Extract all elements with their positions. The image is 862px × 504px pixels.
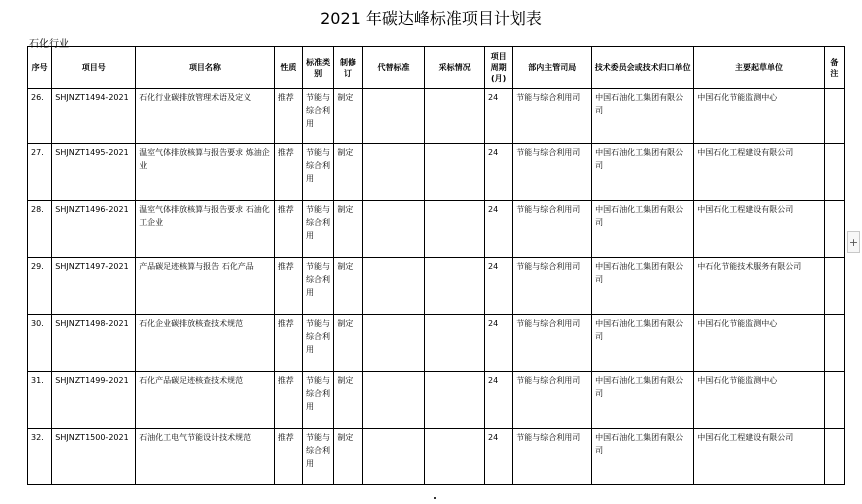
cell-adopted [425, 258, 485, 315]
cell-seq: 32. [28, 429, 52, 485]
header-std-type: 标准类别 [303, 47, 334, 89]
cell-nature: 推荐 [274, 144, 302, 201]
cell-drafter: 中国石化节能监测中心 [694, 372, 824, 429]
cell-drafter: 中国石化工程建设有限公司 [694, 144, 824, 201]
cell-revision: 制定 [334, 372, 362, 429]
cell-committee: 中国石油化工集团有限公司 [592, 429, 694, 485]
cell-committee: 中国石油化工集团有限公司 [592, 258, 694, 315]
cell-revision: 制定 [334, 315, 362, 372]
cell-seq: 29. [28, 258, 52, 315]
cell-dept: 节能与综合利用司 [513, 89, 592, 144]
cell-seq: 31. [28, 372, 52, 429]
cell-drafter: 中国石化节能监测中心 [694, 89, 824, 144]
header-committee: 技术委员会或技术归口单位 [592, 47, 694, 89]
cell-replaced [362, 429, 425, 485]
cell-adopted [425, 372, 485, 429]
cell-project-no: SHJNZT1499-2021 [52, 372, 136, 429]
cell-remark [824, 258, 844, 315]
cell-committee: 中国石油化工集团有限公司 [592, 372, 694, 429]
cell-project-name: 产品碳足迹核算与报告 石化产品 [136, 258, 275, 315]
cell-drafter: 中国石化工程建设有限公司 [694, 201, 824, 258]
cell-project-no: SHJNZT1498-2021 [52, 315, 136, 372]
cell-remark [824, 144, 844, 201]
table-row [28, 429, 845, 485]
header-replaced: 代替标准 [362, 47, 425, 89]
cell-seq: 30. [28, 315, 52, 372]
cell-revision: 制定 [334, 429, 362, 485]
cell-revision: 制定 [334, 201, 362, 258]
header-nature: 性质 [274, 47, 302, 89]
header-seq: 序号 [28, 47, 52, 89]
cell-replaced [362, 144, 425, 201]
standards-plan-table [27, 46, 845, 485]
cell-remark [824, 429, 844, 485]
cell-project-name: 石化产品碳足迹核查技术规范 [136, 372, 275, 429]
table-header-row [28, 47, 845, 89]
cell-period: 24 [484, 89, 512, 144]
cell-project-name: 温室气体排放核算与报告要求 石油化工企业 [136, 201, 275, 258]
cell-dept: 节能与综合利用司 [513, 201, 592, 258]
table-row [28, 144, 845, 201]
cell-adopted [425, 315, 485, 372]
cell-dept: 节能与综合利用司 [513, 315, 592, 372]
cell-dept: 节能与综合利用司 [513, 429, 592, 485]
cell-remark [824, 372, 844, 429]
cell-std-type: 节能与综合利用 [303, 429, 334, 485]
table-row [28, 315, 845, 372]
cell-period: 24 [484, 258, 512, 315]
header-dept: 部内主管司局 [513, 47, 592, 89]
cell-replaced [362, 89, 425, 144]
table-row [28, 258, 845, 315]
cell-committee: 中国石油化工集团有限公司 [592, 89, 694, 144]
cell-remark [824, 89, 844, 144]
cell-committee: 中国石油化工集团有限公司 [592, 144, 694, 201]
cell-nature: 推荐 [274, 201, 302, 258]
cell-project-no: SHJNZT1494-2021 [52, 89, 136, 144]
cell-std-type: 节能与综合利用 [303, 144, 334, 201]
cell-seq: 28. [28, 201, 52, 258]
section-label: 石化行业 [29, 39, 69, 50]
cell-committee: 中国石油化工集团有限公司 [592, 315, 694, 372]
cell-std-type: 节能与综合利用 [303, 315, 334, 372]
cell-revision: 制定 [334, 258, 362, 315]
table-row [28, 372, 845, 429]
cell-std-type: 节能与综合利用 [303, 89, 334, 144]
cell-std-type: 节能与综合利用 [303, 258, 334, 315]
cell-nature: 推荐 [274, 372, 302, 429]
header-drafter: 主要起草单位 [694, 47, 824, 89]
cell-nature: 推荐 [274, 258, 302, 315]
header-project-no: 项目号 [52, 47, 136, 89]
cell-adopted [425, 144, 485, 201]
cell-project-no: SHJNZT1497-2021 [52, 258, 136, 315]
cell-project-no: SHJNZT1496-2021 [52, 201, 136, 258]
cell-period: 24 [484, 144, 512, 201]
cell-std-type: 节能与综合利用 [303, 372, 334, 429]
table-row [28, 89, 845, 144]
cell-period: 24 [484, 429, 512, 485]
cell-adopted [425, 89, 485, 144]
cell-project-no: SHJNZT1500-2021 [52, 429, 136, 485]
header-project-name: 项目名称 [136, 47, 275, 89]
document-title: 2021 年碳达峰标准项目计划表 [320, 9, 542, 28]
cell-adopted [425, 429, 485, 485]
cell-project-name: 温室气体排放核算与报告要求 炼油企业 [136, 144, 275, 201]
cell-replaced [362, 372, 425, 429]
page-marker [434, 497, 436, 499]
table-row [28, 201, 845, 258]
header-period: 项目周期(月) [484, 47, 512, 89]
cell-project-name: 石化企业碳排放核查技术规范 [136, 315, 275, 372]
cell-nature: 推荐 [274, 89, 302, 144]
cell-replaced [362, 201, 425, 258]
cell-drafter: 中国石化节能监测中心 [694, 315, 824, 372]
cell-remark [824, 201, 844, 258]
cell-period: 24 [484, 201, 512, 258]
cell-adopted [425, 201, 485, 258]
plus-icon[interactable]: + [847, 231, 860, 253]
cell-dept: 节能与综合利用司 [513, 258, 592, 315]
cell-project-name: 石化行业碳排放管理术语及定义 [136, 89, 275, 144]
header-adopted: 采标情况 [425, 47, 485, 89]
cell-replaced [362, 258, 425, 315]
cell-committee: 中国石油化工集团有限公司 [592, 201, 694, 258]
cell-dept: 节能与综合利用司 [513, 144, 592, 201]
cell-nature: 推荐 [274, 429, 302, 485]
cell-std-type: 节能与综合利用 [303, 201, 334, 258]
cell-drafter: 中石化节能技术服务有限公司 [694, 258, 824, 315]
cell-nature: 推荐 [274, 315, 302, 372]
cell-revision: 制定 [334, 144, 362, 201]
cell-drafter: 中国石化工程建设有限公司 [694, 429, 824, 485]
header-revision: 制修订 [334, 47, 362, 89]
cell-seq: 27. [28, 144, 52, 201]
cell-period: 24 [484, 372, 512, 429]
cell-replaced [362, 315, 425, 372]
cell-project-name: 石油化工电气节能设计技术规范 [136, 429, 275, 485]
cell-project-no: SHJNZT1495-2021 [52, 144, 136, 201]
cell-period: 24 [484, 315, 512, 372]
cell-revision: 制定 [334, 89, 362, 144]
cell-seq: 26. [28, 89, 52, 144]
cell-remark [824, 315, 844, 372]
cell-dept: 节能与综合利用司 [513, 372, 592, 429]
header-remark: 备注 [824, 47, 844, 89]
